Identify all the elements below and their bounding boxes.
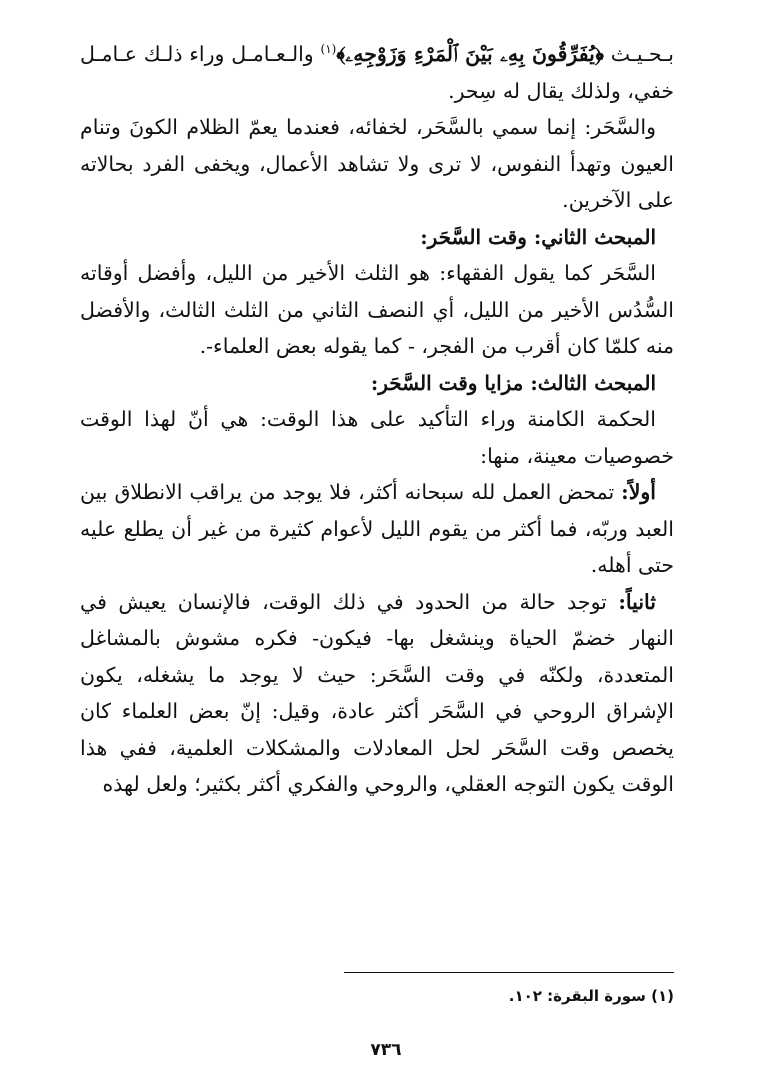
paragraph-4: الحكمة الكامنة وراء التأكيد على هذا الوقت: هي أنّ لهذا الوقت خصوصيات معينة، منها: (80, 407, 674, 468)
page-number: ٧٣٦ (370, 1040, 402, 1060)
footnote-divider (344, 972, 674, 973)
paragraph-5-text: تمحض العمل لله سبحانه أكثر، فلا يوجد من يراقب الانطلاق بين العبد وربّه، فما أكثر من يقوم الليل لأعوام كثيرة من غير أن يطلع عليه حتى أهله. (80, 480, 674, 577)
paragraph-3: السَّحَر كما يقول الفقهاء: هو الثلث الأخير من الليل، وأفضل أوقاته السُّدُس الأخير من الليل، أي النصف الثاني من الثلث الثالث، والأفضل منه كلمّا كان أقرب من الفجر، - كما يقوله بعض العلماء-. (80, 261, 674, 358)
page-body (80, 36, 674, 803)
paragraph-1 (80, 36, 674, 109)
footnote: (١) سورة البقرة: ١٠٢. (508, 987, 674, 1005)
paragraph-5 (80, 474, 674, 584)
paragraph-1-text: والـعـامـل وراء ذلـك عـامـل خفي، ولذلك يقال له سِحر. (80, 42, 674, 103)
section-heading-2: المبحث الثاني: وقت السَّحَر: (420, 224, 656, 249)
paragraph-6-text: توجد حالة من الحدود في ذلك الوقت، فالإنسان يعيش في النهار خضمّ الحياة وينشغل بها- فيكون- فكره مشوش بالمشاغل المتعددة، ولكنّه في وقت السَّحَر: حيث لا يوجد ما يشغله، يكون الإشراق الروحي في السَّحَر أكثر عادة، وقيل: إنّ بعض العلماء كان يخصص وقت السَّحَر لحل المعادلات والمشكلات العلمية، ففي هذا الوقت يكون التوجه العقلي، والروحي والفكري أكثر بكثير؛ ولعل لهذه (80, 589, 674, 796)
quran-verse: ﴿يُفَرِّقُونَ بِهِۦ بَيْنَ ٱلْمَرْءِ وَزَوْجِهِۦ﴾ (336, 42, 604, 66)
footnote-marker[interactable]: (١) (320, 42, 337, 57)
paragraph-1-prefix: بـحـيـث (610, 42, 674, 66)
paragraph-5-label: أولاً: (621, 480, 656, 504)
section-heading-3: المبحث الثالث: مزايا وقت السَّحَر: (370, 370, 656, 395)
paragraph-2: والسَّحَر: إنما سمي بالسَّحَر، لخفائه، فعندما يعمّ الظلام الكونَ وتنام العيون وتهدأ النفوس، لا ترى ولا تشاهد الأعمال، ويخفى الفرد بحالاته على الآخرين. (80, 115, 674, 212)
paragraph-6 (80, 584, 674, 803)
paragraph-6-label: ثانياً: (618, 589, 656, 614)
